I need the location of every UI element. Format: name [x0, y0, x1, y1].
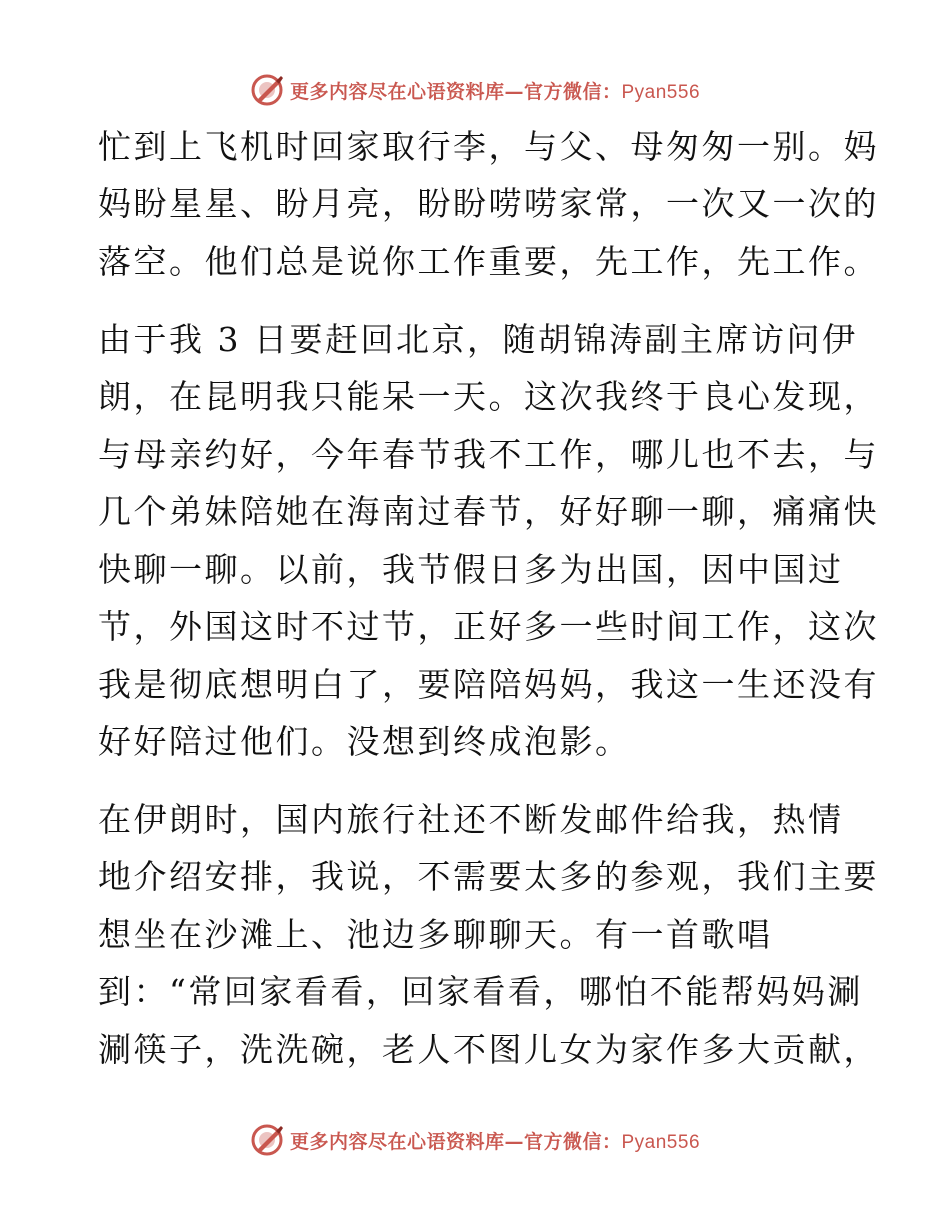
text-line: 地介绍安排，我说，不需要太多的参观，我们主要 [98, 857, 879, 896]
text-line: 由于我 3 日要赶回北京，随胡锦涛副主席访问伊 [98, 320, 858, 359]
watermark-logo-icon [250, 1123, 284, 1157]
text-line: 朗，在昆明我只能呆一天。这次我终于良心发现， [98, 377, 879, 416]
text-line: 快聊一聊。以前，我节假日多为出国，因中国过 [98, 550, 844, 589]
text-line: 我是彻底想明白了，要陪陪妈妈，我这一生还没有 [98, 665, 879, 704]
text-line: 在伊朗时，国内旅行社还不断发邮件给我，热情 [98, 800, 844, 839]
text-line: 妈盼星星、盼月亮，盼盼唠唠家常，一次又一次的 [98, 184, 879, 223]
text-line: 涮筷子，洗洗碗，老人不图儿女为家作多大贡献， [98, 1030, 879, 1069]
text-line: 几个弟妹陪她在海南过春节，好好聊一聊，痛痛快 [98, 492, 879, 531]
text-line: 到：“常回家看看，回家看看，哪怕不能帮妈妈涮 [98, 972, 863, 1011]
footer-watermark [0, 1120, 950, 1160]
text-line: 想坐在沙滩上、池边多聊聊天。有一首歌唱 [98, 915, 773, 954]
text-line: 节，外国这时不过节，正好多一些时间工作，这次 [98, 607, 879, 646]
text-line: 落空。他们总是说你工作重要，先工作，先工作。 [98, 242, 879, 281]
watermark-text: 更多内容尽在心语资料库—官方微信：Pyan556 [289, 1130, 701, 1153]
text-line: 与母亲约好，今年春节我不工作，哪儿也不去，与 [98, 435, 879, 474]
text-line: 忙到上飞机时回家取行李，与父、母匆匆一别。妈 [98, 127, 879, 166]
watermark-text: 更多内容尽在心语资料库—官方微信：Pyan556 [289, 80, 701, 103]
text-line: 好好陪过他们。没想到终成泡影。 [98, 722, 631, 761]
